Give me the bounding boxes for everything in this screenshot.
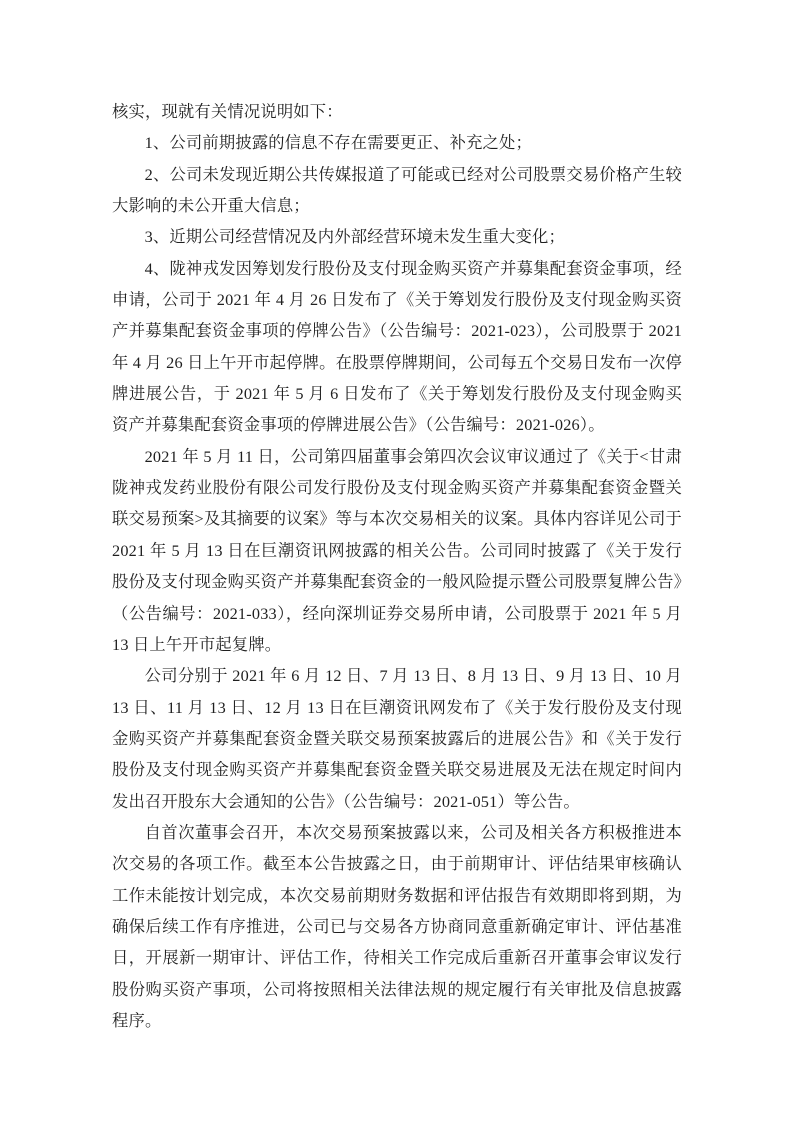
paragraph-continuation: 核实，现就有关情况说明如下： <box>112 102 343 121</box>
paragraph-item-3: 3、近期公司经营情况及内外部经营环境未发生重大变化； <box>144 227 565 247</box>
paragraph-conclusion: 自首次董事会召开，本次交易预案披露以来，公司及相关各方积极推进本次交易的各项工作。截至本公告披露之日，由于前期审计、评估结果审核确认工作未能按计划完成，本次交易前期财务数据和评估报告有效期即将到期，为确保后续工作有序推进，公司已与交易各方协商同意重新确定审计、评估基准日，开展新一期审计、评估工作，待相关工作完成后重新召开董事会审议发行股份购买资产事项，公司将按照相关法律法规的规定履行有关审批及信息披露程序。 <box>112 822 682 1030</box>
paragraph-item-2: 2、公司未发现近期公共传媒报道了可能或已经对公司股票交易价格产生较大影响的未公开重大信息； <box>112 164 682 216</box>
document-text-block <box>112 96 682 1036</box>
paragraph-item-4: 4、陇神戎发因筹划发行股份及支付现金购买资产并募集配套资金事项，经申请，公司于 2021 年 4 月 26 日发布了《关于筹划发行股份及支付现金购买资产并募集配套资金事项的停牌公告》（公告编号：2021-023），公司股票于 2021 年 4 月 26 日上午开市起停牌。在股票停牌期间，公司每五个交易日发布一次停牌进展公告，于 2021 年 5 月 6 日发布了《关于筹划发行股份及支付现金购买资产并募集配套资金事项的停牌进展公告》（公告编号：2021-026）。 <box>112 258 682 435</box>
paragraph-progress-announcements: 公司分别于 2021 年 6 月 12 日、7 月 13 日、8 月 13 日、9 月 13 日、10 月 13 日、11 月 13 日、12 月 13 日在巨潮资讯网发布了《关于发行股份及支付现金购买资产并募集配套资金暨关联交易预案披露后的进展公告》和《关于发行股份及支付现金购买资产并募集配套资金暨关联交易进展及无法在规定时间内发出召开股东大会通知的公告》（公告编号：2021-051）等公告。 <box>112 666 682 811</box>
paragraph-item-1: 1、公司前期披露的信息不存在需要更正、补充之处； <box>144 133 533 153</box>
paragraph-board-meeting: 2021 年 5 月 11 日，公司第四届董事会第四次会议审议通过了《关于<甘肃陇神戎发药业股份有限公司发行股份及支付现金购买资产并募集配套资金暨关联交易预案>及其摘要的议案》等与本次交易相关的议案。具体内容详见公司于 2021 年 5 月 13 日在巨潮资讯网披露的相关公告。公司同时披露了《关于发行股份及支付现金购买资产并募集配套资金的一般风险提示暨公司股票复牌公告》（公告编号：2021-033），经向深圳证券交易所申请，公司股票于 2021 年 5 月 13 日上午开市起复牌。 <box>112 446 682 654</box>
